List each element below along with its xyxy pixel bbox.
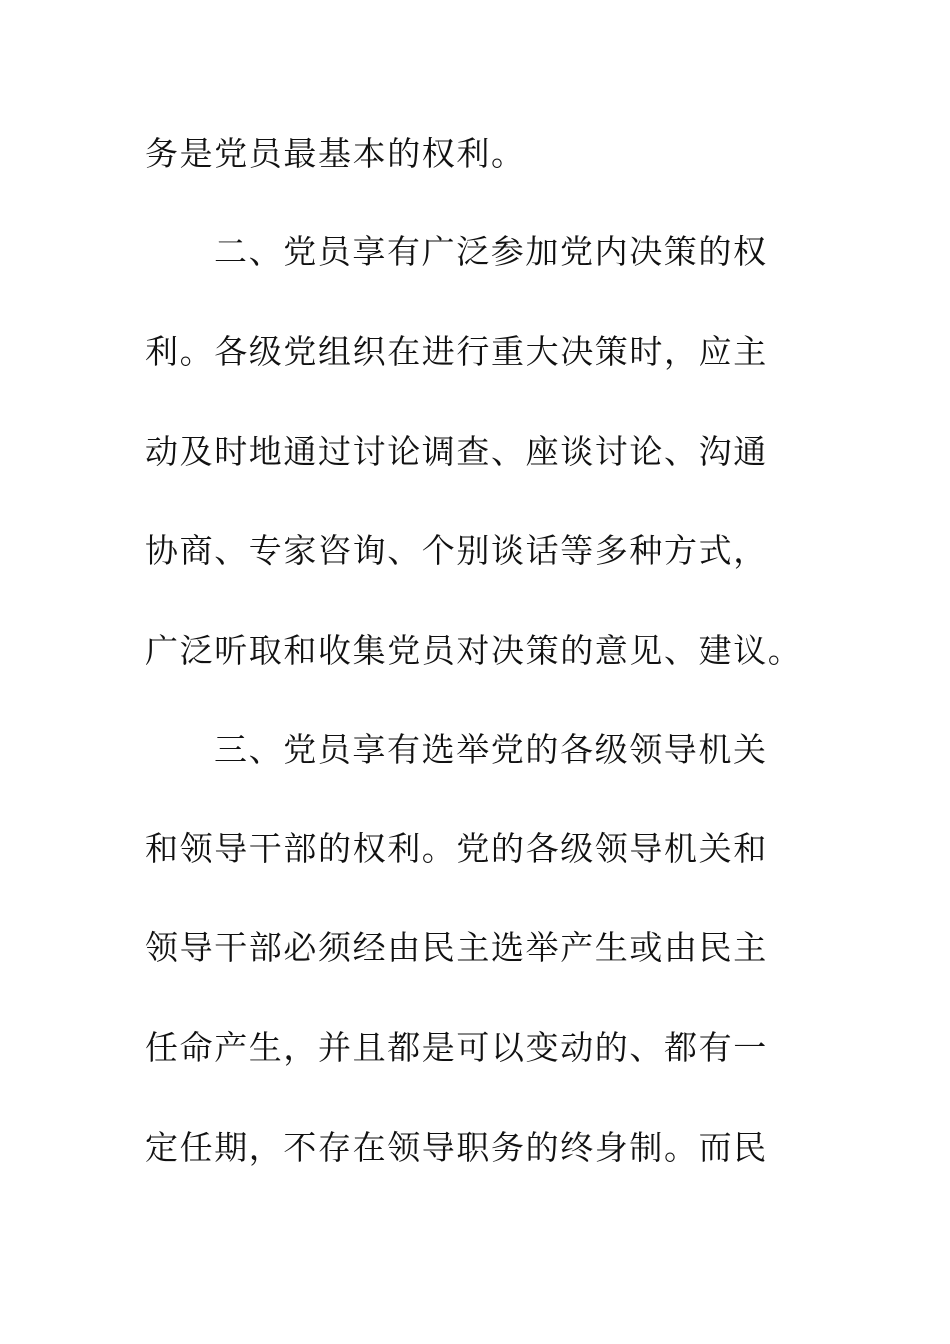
text-line: 领导干部必须经由民主选举产生或由民主 bbox=[145, 928, 768, 967]
text-line: 协商、专家咨询、个别谈话等多种方式， bbox=[145, 531, 768, 570]
text-line: 广泛听取和收集党员对决策的意见、建议。 bbox=[145, 631, 803, 670]
paragraph-heading-line: 二、党员享有广泛参加党内决策的权 bbox=[214, 232, 768, 271]
text-line: 利。各级党组织在进行重大决策时，应主 bbox=[145, 332, 768, 371]
text-line: 定任期，不存在领导职务的终身制。而民 bbox=[145, 1128, 768, 1167]
text-line: 务是党员最基本的权利。 bbox=[145, 134, 526, 173]
text-line: 任命产生，并且都是可以变动的、都有一 bbox=[145, 1028, 768, 1067]
text-line: 和领导干部的权利。党的各级领导机关和 bbox=[145, 829, 768, 868]
text-line: 动及时地通过讨论调查、座谈讨论、沟通 bbox=[145, 432, 768, 471]
paragraph-heading-line: 三、党员享有选举党的各级领导机关 bbox=[214, 730, 768, 769]
